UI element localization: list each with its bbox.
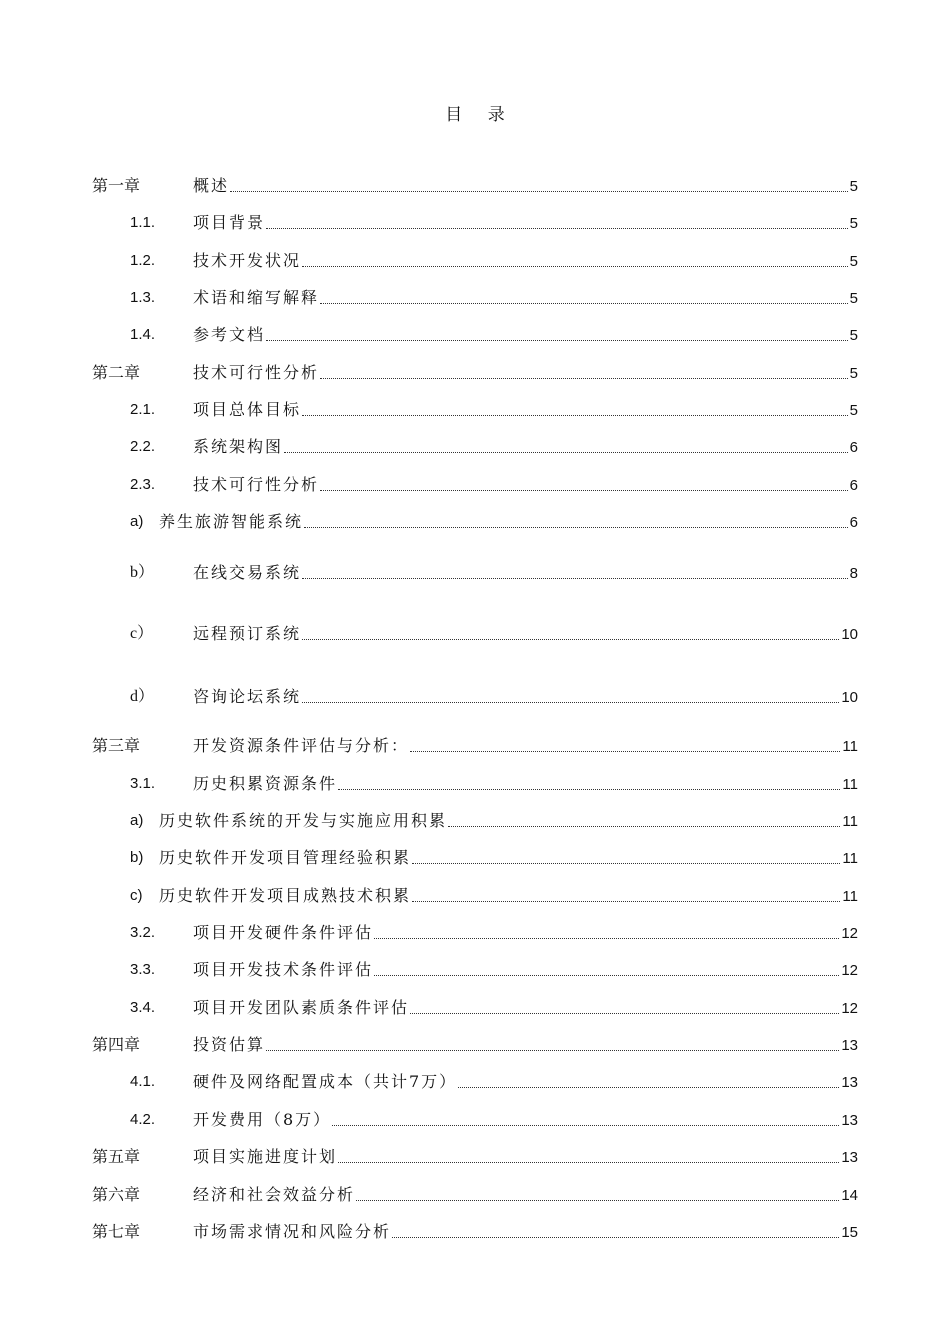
toc-entry[interactable] <box>0 211 950 235</box>
toc-entry[interactable] <box>0 561 950 585</box>
dot-leader <box>458 1087 839 1088</box>
toc-entry-page-number: 5 <box>849 290 858 307</box>
toc-entry[interactable] <box>0 1145 950 1169</box>
toc-entry-number: b) <box>130 849 144 866</box>
toc-entry-page-number: 10 <box>841 689 858 706</box>
toc-entry[interactable] <box>0 249 950 273</box>
toc-entry-page-number: 12 <box>841 962 858 979</box>
toc-entry-page-number: 5 <box>849 253 858 270</box>
toc-entry-title: 项目背景 <box>193 213 266 232</box>
toc-entry-page-number: 8 <box>849 565 858 582</box>
toc-entry-page-number: 5 <box>849 402 858 419</box>
toc-entry-page-number: 13 <box>841 1149 858 1166</box>
dot-leader <box>266 1050 839 1051</box>
dot-leader <box>320 490 848 491</box>
toc-entry-number: c) <box>130 887 143 904</box>
toc-entry-title: 项目开发技术条件评估 <box>193 960 374 979</box>
toc-entry-page-number: 5 <box>849 178 858 195</box>
toc-entry-title: 项目开发硬件条件评估 <box>193 923 374 942</box>
dot-leader <box>302 266 848 267</box>
toc-entry-number: c） <box>130 625 154 642</box>
dot-leader <box>302 639 839 640</box>
toc-entry-page-number: 5 <box>849 327 858 344</box>
dot-leader <box>320 303 848 304</box>
dot-leader <box>412 901 840 902</box>
toc-entry-page-number: 6 <box>849 477 858 494</box>
dot-leader <box>374 938 839 939</box>
toc-entry-number: 第四章 <box>92 1035 141 1054</box>
toc-entry-title: 市场需求情况和风险分析 <box>193 1222 392 1241</box>
toc-entry-page-number: 11 <box>842 813 858 830</box>
toc-entry-number: 3.4. <box>130 999 156 1016</box>
toc-entry[interactable] <box>0 921 950 945</box>
toc-entry[interactable] <box>0 1183 950 1207</box>
toc-entry[interactable] <box>0 1070 950 1094</box>
toc-entry-page-number: 12 <box>841 1000 858 1017</box>
toc-entry[interactable] <box>0 361 950 385</box>
toc-entry-number: 4.1. <box>130 1073 156 1090</box>
dot-leader <box>374 975 839 976</box>
toc-entry-number: 2.2. <box>130 438 156 455</box>
toc-entry[interactable] <box>0 1033 950 1057</box>
toc-entry-number: 1.1. <box>130 214 156 231</box>
toc-entry-title: 远程预订系统 <box>193 624 302 643</box>
toc-entry[interactable] <box>0 996 950 1020</box>
toc-entry-title: 技术可行性分析 <box>193 363 320 382</box>
toc-entry-page-number: 6 <box>849 439 858 456</box>
toc-entry[interactable] <box>0 435 950 459</box>
toc-entry[interactable] <box>0 958 950 982</box>
toc-entry-page-number: 11 <box>842 888 858 905</box>
toc-entry[interactable] <box>0 846 950 870</box>
toc-entry-page-number: 11 <box>842 850 858 867</box>
toc-entry-title: 参考文档 <box>193 325 266 344</box>
dot-leader <box>392 1237 839 1238</box>
toc-entry-number: 第六章 <box>92 1185 141 1204</box>
toc-entry-title: 历史软件系统的开发与实施应用积累 <box>159 811 448 830</box>
dot-leader <box>410 751 840 752</box>
toc-entry-page-number: 13 <box>841 1037 858 1054</box>
toc-entry-title: 养生旅游智能系统 <box>159 512 304 531</box>
toc-entry-title: 技术可行性分析 <box>193 475 320 494</box>
toc-entry[interactable] <box>0 685 950 709</box>
toc-entry[interactable] <box>0 286 950 310</box>
toc-entry-number: 第七章 <box>92 1222 141 1241</box>
dot-leader <box>356 1200 839 1201</box>
toc-entry[interactable] <box>0 1220 950 1244</box>
toc-entry-number: a) <box>130 513 144 530</box>
toc-entry-number: b） <box>130 564 155 581</box>
toc-entry[interactable] <box>0 884 950 908</box>
toc-entry-title: 开发资源条件评估与分析： <box>193 736 410 755</box>
dot-leader <box>412 863 840 864</box>
toc-entry-page-number: 5 <box>849 365 858 382</box>
toc-entry[interactable] <box>0 622 950 646</box>
dot-leader <box>302 578 848 579</box>
toc-entry-number: 第五章 <box>92 1147 141 1166</box>
toc-entry-number: d） <box>130 688 155 705</box>
page-title: 目 录 <box>445 105 515 125</box>
toc-entry-page-number: 14 <box>841 1187 858 1204</box>
toc-entry-page-number: 11 <box>842 776 858 793</box>
toc-entry-title: 项目开发团队素质条件评估 <box>193 998 410 1017</box>
toc-entry-title: 历史软件开发项目管理经验积累 <box>159 848 412 867</box>
toc-entry-page-number: 10 <box>841 626 858 643</box>
toc-entry-number: a) <box>130 812 144 829</box>
toc-entry-title: 系统架构图 <box>193 437 284 456</box>
toc-entry[interactable] <box>0 323 950 347</box>
dot-leader <box>302 702 839 703</box>
toc-entry-number: 3.3. <box>130 961 156 978</box>
toc-entry-number: 1.2. <box>130 252 156 269</box>
toc-entry-number: 1.4. <box>130 326 156 343</box>
toc-entry-number: 3.1. <box>130 775 156 792</box>
toc-entry-title: 历史积累资源条件 <box>193 774 338 793</box>
toc-entry[interactable] <box>0 398 950 422</box>
dot-leader <box>410 1013 839 1014</box>
dot-leader <box>230 191 848 192</box>
toc-entry-page-number: 13 <box>841 1112 858 1129</box>
toc-entry-page-number: 11 <box>842 738 858 755</box>
toc-entry[interactable] <box>0 510 950 534</box>
dot-leader <box>332 1125 839 1126</box>
toc-entry-page-number: 13 <box>841 1074 858 1091</box>
toc-entry-title: 经济和社会效益分析 <box>193 1185 356 1204</box>
toc-entry-page-number: 12 <box>841 925 858 942</box>
toc-entry-title: 历史软件开发项目成熟技术积累 <box>159 886 412 905</box>
toc-entry-number: 1.3. <box>130 289 156 306</box>
toc-entry-page-number: 15 <box>841 1224 858 1241</box>
toc-entry-number: 2.3. <box>130 476 156 493</box>
dot-leader <box>338 1162 839 1163</box>
toc-entry-number: 4.2. <box>130 1111 156 1128</box>
dot-leader <box>304 527 848 528</box>
toc-entry[interactable] <box>0 473 950 497</box>
toc-entry-title: 技术开发状况 <box>193 251 302 270</box>
toc-entry-title: 硬件及网络配置成本（共计7万） <box>193 1072 458 1091</box>
dot-leader <box>448 826 840 827</box>
toc-entry-number: 第三章 <box>92 736 141 755</box>
toc-entry-title: 项目实施进度计划 <box>193 1147 338 1166</box>
toc-entry-page-number: 5 <box>849 215 858 232</box>
dot-leader <box>320 378 848 379</box>
toc-entry-page-number: 6 <box>849 514 858 531</box>
dot-leader <box>284 452 848 453</box>
dot-leader <box>302 415 848 416</box>
toc-entry-title: 咨询论坛系统 <box>193 687 302 706</box>
dot-leader <box>338 789 840 790</box>
toc-entry-number: 第一章 <box>92 176 141 195</box>
dot-leader <box>266 340 848 341</box>
toc-entry[interactable] <box>0 809 950 833</box>
toc-entry[interactable] <box>0 174 950 198</box>
toc-entry[interactable] <box>0 1108 950 1132</box>
toc-entry-title: 开发费用（8万） <box>193 1110 332 1129</box>
toc-entry-title: 概述 <box>193 176 230 195</box>
toc-entry[interactable] <box>0 772 950 796</box>
dot-leader <box>266 228 848 229</box>
toc-entry-number: 2.1. <box>130 401 156 418</box>
toc-entry-number: 第二章 <box>92 363 141 382</box>
toc-entry-title: 在线交易系统 <box>193 563 302 582</box>
toc-entry[interactable] <box>0 734 950 758</box>
toc-entry-title: 术语和缩写解释 <box>193 288 320 307</box>
toc-entry-title: 项目总体目标 <box>193 400 302 419</box>
toc-entry-number: 3.2. <box>130 924 156 941</box>
toc-entry-title: 投资估算 <box>193 1035 266 1054</box>
